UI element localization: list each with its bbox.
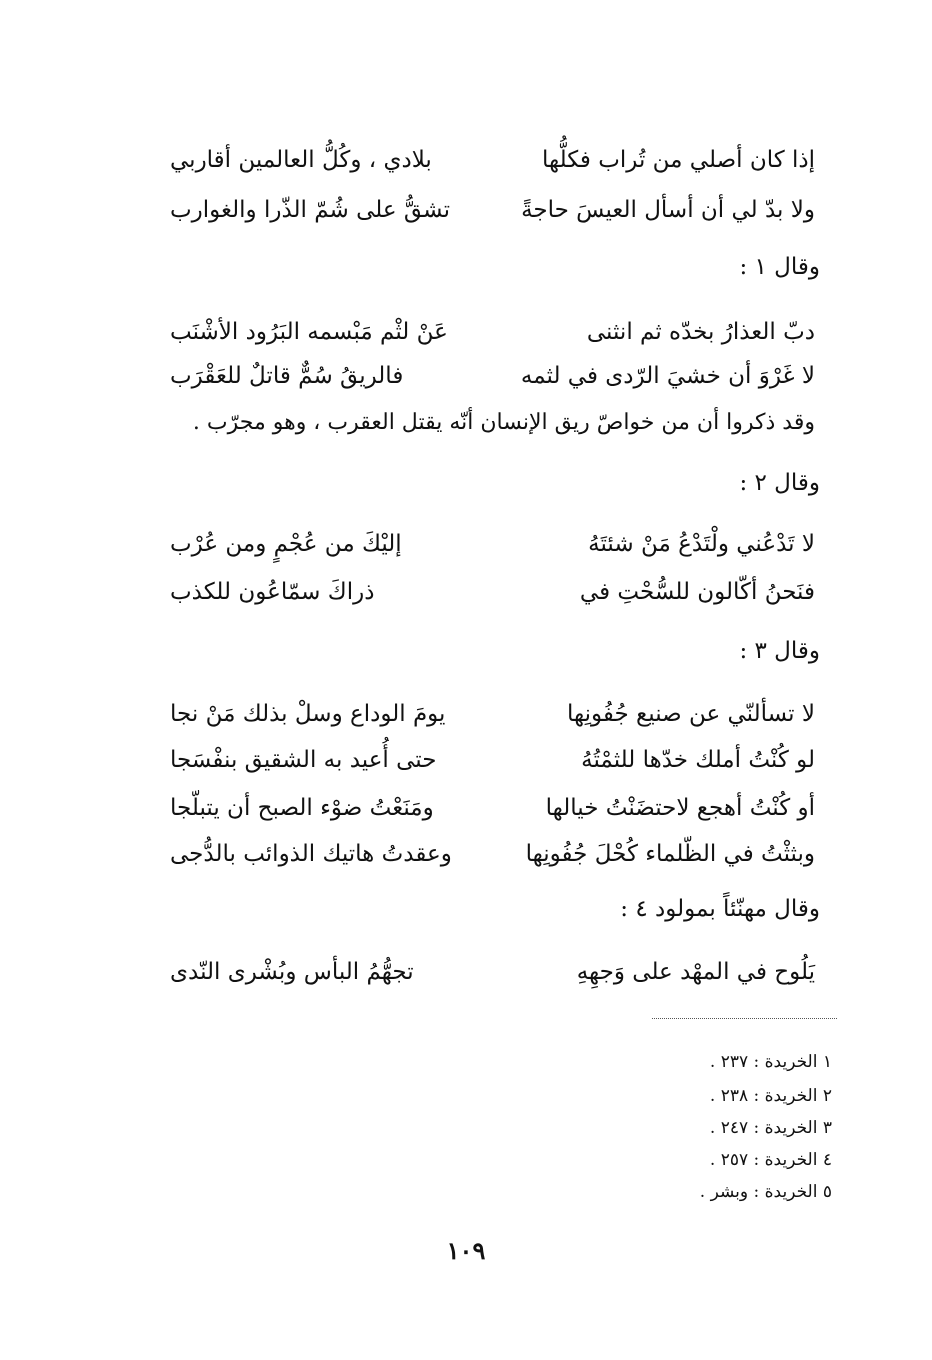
verse-first-hemistich: ولا بدّ لي أن أسأل العيسَ حاجةً [521, 197, 815, 223]
footnote: ٤ الخريدة : ٢٥٧ . [709, 1150, 832, 1170]
verse-second-hemistich: ومَنَعْتُ ضوْء الصبح أن يتبلّجا [170, 795, 434, 821]
verse-first-hemistich: أو كُنْتُ أهجع لاحتضَنْتُ خيالها [545, 795, 815, 821]
verse-second-hemistich: بلادي ، وكُلُّ العالمين أقاربي [170, 147, 432, 173]
verse-second-hemistich: تشقُّ على شُمّ الذّرا والغوارب [170, 197, 451, 223]
verse-second-hemistich: عَنْ لثْم مَبْسمه البَرُود الأشْنَب [170, 319, 448, 345]
footnote: ١ الخريدة : ٢٣٧ . [709, 1052, 832, 1072]
verse-second-hemistich: ذراكَ سمّاعُون للكذب [170, 579, 375, 605]
footnote-separator [652, 1018, 837, 1019]
verse-second-hemistich: فالريقُ سُمٌّ قاتلٌ للعَقْرَب [170, 363, 404, 389]
verse-line [170, 188, 815, 232]
verse-line [170, 832, 815, 876]
verse-second-hemistich: تجهُّمُ البأس وبُشْرى النّدى [170, 959, 414, 985]
poem-intro: وقال مهنّئاً بمولود ٤ : [620, 896, 820, 922]
verse-first-hemistich: إذا كان أصلي من تُراب فكلُّها [541, 147, 815, 173]
page-number: ١٠٩ [446, 1236, 486, 1265]
verse-line [170, 570, 815, 614]
verse-second-hemistich: إليْكَ من عُجْمٍ ومن عُرْب [170, 531, 402, 557]
verse-first-hemistich: لا تسألنّي عن صنيع جُفُونِها [566, 701, 815, 727]
poem-intro: وقال ٢ : [739, 470, 820, 496]
verse-first-hemistich: يَلُوح في المهْد على وَجهِهِ [576, 959, 815, 985]
footnote: ٥ الخريدة : وبشر . [699, 1182, 832, 1202]
verse-line [170, 786, 815, 830]
poem-intro: وقال ٣ : [739, 638, 820, 664]
verse-second-hemistich: يومَ الوداع وسلْ بذلك مَنْ نجا [170, 701, 446, 727]
verse-second-hemistich: حتى أُعيد به الشقيق بنفْسَجا [170, 747, 437, 773]
verse-first-hemistich: فنَحنُ أكّالون للسُّحْتِ في [579, 579, 815, 605]
verse-first-hemistich: لو كُنْتُ أملك خدّها للثمْتُهُ [581, 747, 815, 773]
poem-intro: وقال ١ : [739, 254, 820, 280]
verse-line [170, 522, 815, 566]
verse-first-hemistich: وبثثْتُ في الظّلماء كُحْلَ جُفُونِها [525, 841, 815, 867]
verse-line [170, 138, 815, 182]
verse-line [170, 738, 815, 782]
verse-first-hemistich: دبّ العذارُ بخدّه ثم انثنى [586, 319, 815, 345]
verse-first-hemistich: لا غَرْوَ أن خشيَ الرّدى في لثمه [520, 363, 815, 389]
prose-note: وقد ذكروا أن من خواصّ ريق الإنسان أنّه يقتل العقرب ، وهو مجرّب . [192, 410, 815, 435]
verse-first-hemistich: لا تَدْعُني ولْتَدْعُ مَنْ شئتَهُ [588, 531, 815, 557]
verse-line [170, 950, 815, 994]
verse-line [170, 692, 815, 736]
verse-line [170, 354, 815, 398]
verse-second-hemistich: وعقدتُ هاتيك الذوائب بالدُّجى [170, 841, 452, 867]
footnote: ٣ الخريدة : ٢٤٧ . [709, 1118, 832, 1138]
footnote: ٢ الخريدة : ٢٣٨ . [709, 1086, 832, 1106]
verse-line [170, 310, 815, 354]
